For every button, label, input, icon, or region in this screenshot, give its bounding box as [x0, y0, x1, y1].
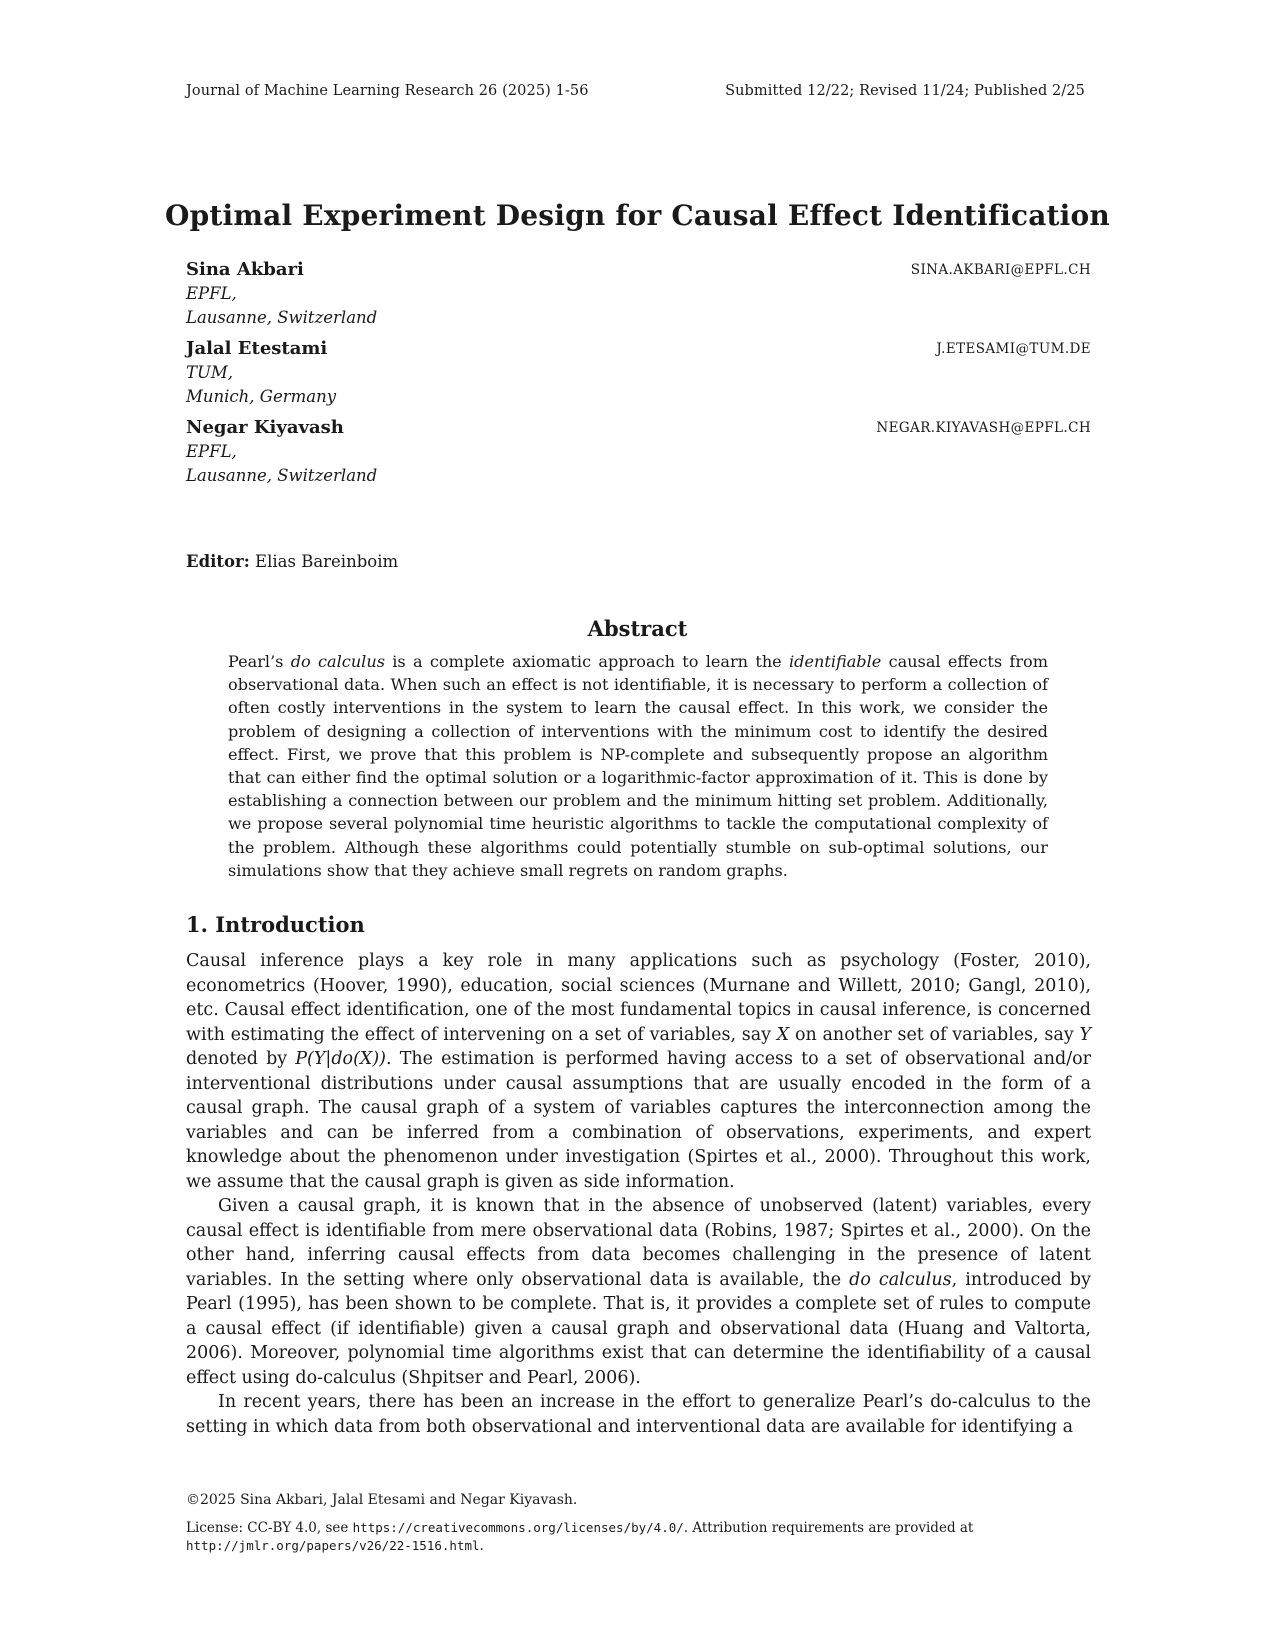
author-location: Munich, Germany [186, 387, 337, 406]
editor-name: Elias Bareinboim [255, 552, 399, 571]
license-text: License: CC-BY 4.0, see [186, 1520, 353, 1536]
author-email: SINA.AKBARI@EPFL.CH [910, 262, 1091, 278]
math-expression: P(Y|do(X)) [295, 1049, 387, 1069]
text-part: . The estimation is performed having access to a set of observational and/or interventional distributions under causal assumptions that are usually encoded in the form of a causal graph. The causal graph of a system of variables captures the interconnection among the variables and can be inferred from a combination of observations, experiments, and expert knowledge about the phenomenon under investigation (Spirtes et al., 2000). Throughout this work, we assume that the causal graph is given as side information. [186, 1049, 1091, 1192]
section-heading: 1. Introduction [186, 912, 365, 937]
abstract-text-part: Pearl’s [228, 652, 291, 671]
author-block [186, 416, 1091, 488]
author-location: Lausanne, Switzerland [186, 466, 378, 485]
math-var: Y [1079, 1024, 1091, 1045]
license-link[interactable]: https://creativecommons.org/licenses/by/4.0/ [352, 1520, 684, 1535]
math-var: X [776, 1024, 790, 1045]
abstract-text-part: is a complete axiomatic approach to learn the [384, 652, 790, 671]
license-note [186, 1519, 1091, 1555]
text-part: Given a causal graph, it is known that in the absence of unobserved (latent) variables, every causal effect is identifiable from mere observational data (Robins, 1987; Spirtes et al., 2000). On the other hand, inferring causal effects from data becomes challenging in the presence of latent variables. In the setting where only observational data is available, the [186, 1196, 1091, 1290]
abstract-emphasis: do calculus [290, 652, 385, 671]
abstract-heading: Abstract [587, 616, 688, 641]
abstract-text [228, 650, 1048, 882]
journal-header: Journal of Machine Learning Research 26 (2025) 1-56 [186, 83, 589, 99]
author-name: Jalal Etestami [186, 338, 328, 359]
author-name: Sina Akbari [186, 259, 304, 280]
author-affiliation: EPFL, [186, 442, 237, 461]
text-part: denoted by [186, 1049, 296, 1069]
abstract-emphasis: identifiable [789, 652, 882, 671]
author-affiliation: EPFL, [186, 284, 237, 303]
text-part: on another set of variables, say [789, 1024, 1080, 1045]
author-block [186, 258, 1091, 330]
author-location: Lausanne, Switzerland [186, 308, 378, 327]
editor-label: Editor: [186, 552, 250, 571]
paragraph: In recent years, there has been an increase in the effort to generalize Pearl’s do-calculus to the setting in which data from both observational and interventional data are available for identifying a [186, 1392, 1091, 1437]
editor-line [186, 552, 398, 571]
license-text: . [479, 1538, 484, 1554]
paragraph [186, 949, 1091, 1194]
submission-dates: Submitted 12/22; Revised 11/24; Published 2/25 [725, 83, 1085, 99]
author-affiliation: TUM, [186, 363, 234, 382]
text-part: Causal inference plays a key role in many applications such as psychology (Foster, 2010), econometrics (Hoover, 1990), education, social sciences (Murnane and Willett, 2010; Gangl, 2010), etc. Causal effect identification, one of the most fundamental topics in causal inference, is concerned with estimating the effect of intervening on a set of variables, say [186, 951, 1091, 1045]
author-block [186, 337, 1091, 409]
license-text: . Attribution requirements are provided at [683, 1520, 974, 1536]
intro-body [186, 949, 1091, 1439]
author-email: NEGAR.KIYAVASH@EPFL.CH [876, 420, 1091, 436]
abstract-text-part: causal effects from observational data. When such an effect is not identifiable, it is necessary to perform a collection of often costly interventions in the system to learn the causal effect. In this work, we consider the problem of designing a collection of interventions with the minimum cost to identify the desired effect. First, we prove that this problem is NP-complete and subsequently propose an algorithm that can either find the optimal solution or a logarithmic-factor approximation of it. This is done by establishing a connection between our problem and the minimum hitting set problem. Additionally, we propose several polynomial time heuristic algorithms to tackle the computational complexity of the problem. Although these algorithms could potentially stumble on sub-optimal solutions, our simulations show that they achieve small regrets on random graphs. [228, 652, 1048, 880]
author-email: J.ETESAMI@TUM.DE [936, 341, 1091, 357]
copyright-note: ©2025 Sina Akbari, Jalal Etesami and Negar Kiyavash. [186, 1492, 578, 1508]
paper-title: Optimal Experiment Design for Causal Effect Identification [165, 199, 1110, 232]
emphasis: do calculus [849, 1269, 952, 1290]
author-name: Negar Kiyavash [186, 417, 344, 438]
paragraph [186, 1194, 1091, 1390]
text-part: , introduced by Pearl (1995), has been shown to be complete. That is, it provides a complete set of rules to compute a causal effect (if identifiable) given a causal graph and observational data (Huang and Valtorta, 2006). Moreover, polynomial time algorithms exist that can determine the identifiability of a causal effect using do-calculus (Shpitser and Pearl, 2006). [186, 1269, 1091, 1388]
paper-link[interactable]: http://jmlr.org/papers/v26/22-1516.html [186, 1538, 480, 1553]
